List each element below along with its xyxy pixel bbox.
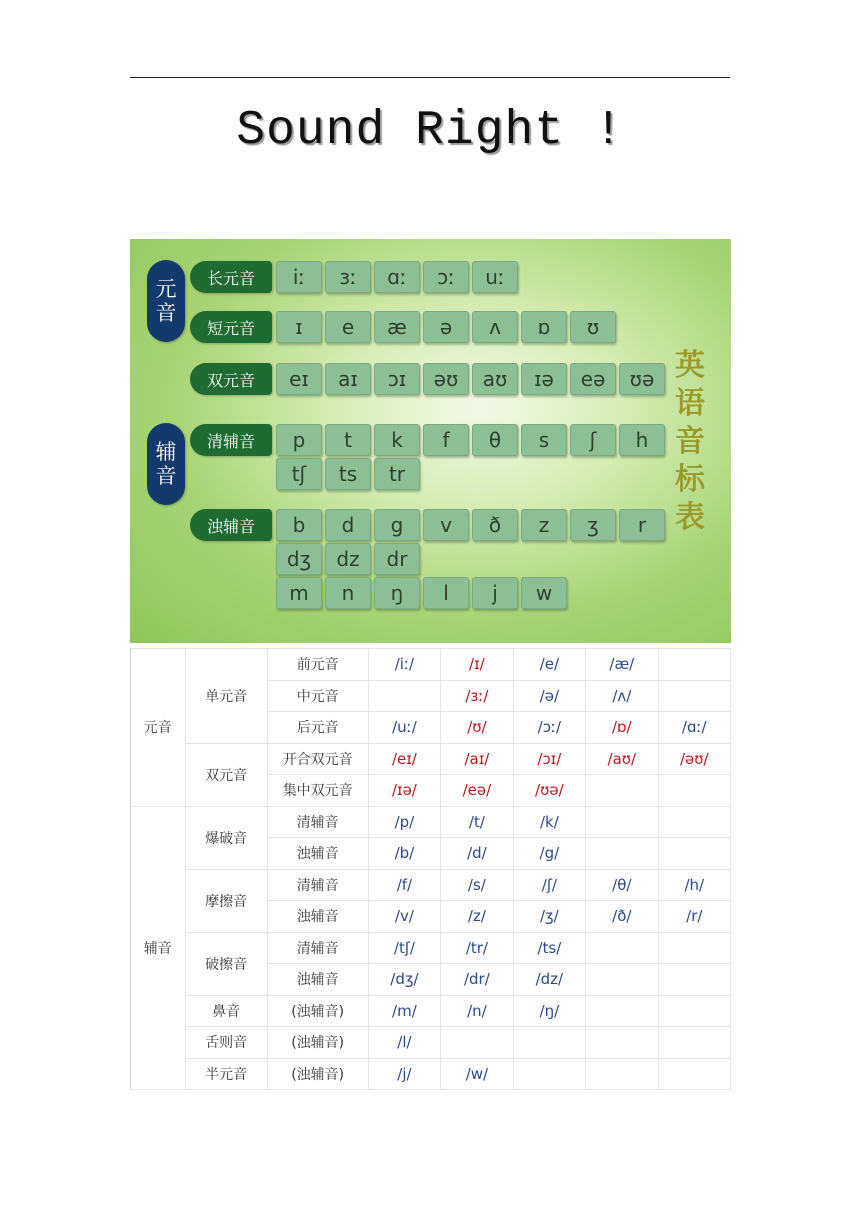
chart-row-label: 浊辅音 [190, 509, 272, 541]
phonetic-value-cell [441, 1027, 513, 1059]
subgroup-cell: 浊辅音 [267, 964, 368, 996]
phonetic-symbol-cell: v [423, 509, 469, 541]
phonetic-symbol-cell: l [423, 577, 469, 609]
phonetic-symbol-cell: ŋ [374, 577, 420, 609]
phonetic-symbol-cell: eɪ [276, 363, 322, 395]
side-title-char: 语 [675, 386, 705, 421]
phonetic-value-cell [368, 680, 440, 712]
subgroup-cell: 清辅音 [267, 932, 368, 964]
phonetic-symbol-cell: dz [325, 543, 371, 575]
phonetic-value-cell: /p/ [368, 806, 440, 838]
subgroup-cell: 浊辅音 [267, 901, 368, 933]
phonetic-symbol-cell: aɪ [325, 363, 371, 395]
phonetic-symbol-cell: ʃ [570, 424, 616, 456]
phonetic-value-cell: /tr/ [441, 932, 513, 964]
phonetic-symbol-cell: uː [472, 261, 518, 293]
phonetic-value-cell: /v/ [368, 901, 440, 933]
phonetic-value-cell: /n/ [441, 995, 513, 1027]
phonetic-value-cell: /uː/ [368, 712, 440, 744]
side-title-char: 标 [675, 462, 705, 497]
vowel-group-badge [147, 260, 185, 342]
chart-row-label: 双元音 [190, 363, 272, 395]
phonetic-value-cell: /aʊ/ [586, 743, 658, 775]
phonetic-symbol-cell: p [276, 424, 322, 456]
subgroup-cell: 清辅音 [267, 869, 368, 901]
subgroup-cell: (浊辅音) [267, 1027, 368, 1059]
phonetic-value-cell: /dz/ [513, 964, 585, 996]
phonetic-symbol-cell: tʃ [276, 458, 322, 490]
phonetic-value-cell: /ɜː/ [441, 680, 513, 712]
phonetic-value-cell [586, 964, 658, 996]
phonetic-symbol-cell: g [374, 509, 420, 541]
phonetic-value-cell [658, 806, 730, 838]
phonetic-symbol-cell: ð [472, 509, 518, 541]
table-row [131, 995, 731, 1027]
phonetic-value-cell [658, 1058, 730, 1090]
phonetic-value-cell [658, 775, 730, 807]
table-row [131, 1027, 731, 1059]
phonetic-symbol-cell: tr [374, 458, 420, 490]
phonetic-value-cell: /g/ [513, 838, 585, 870]
phonetic-symbol-cell: t [325, 424, 371, 456]
chart-row-label: 清辅音 [190, 424, 272, 456]
category-cell: 元音 [131, 649, 186, 807]
side-title-char: 英 [675, 348, 705, 383]
phonetic-value-cell: /d/ [441, 838, 513, 870]
subgroup-cell: 清辅音 [267, 806, 368, 838]
phonetic-symbol-cell: s [521, 424, 567, 456]
phonetic-value-cell: /w/ [441, 1058, 513, 1090]
ipa-classification-table [130, 648, 731, 1090]
phonetic-symbol-cell: w [521, 577, 567, 609]
phonetic-symbol-cell: ʊ [570, 311, 616, 343]
phonetic-value-cell: /ɒ/ [586, 712, 658, 744]
phonetic-value-cell: /ɪə/ [368, 775, 440, 807]
phonetic-value-cell: /j/ [368, 1058, 440, 1090]
group-cell: 鼻音 [185, 995, 267, 1027]
phonetic-symbol-cell: m [276, 577, 322, 609]
phonetic-symbol-cell: h [619, 424, 665, 456]
side-title-char: 表 [675, 500, 705, 535]
phonetic-value-cell [658, 1027, 730, 1059]
table-row [131, 806, 731, 838]
consonant-group-char: 音 [155, 464, 177, 488]
phonetic-symbol-cell: ɪ [276, 311, 322, 343]
subgroup-cell: 后元音 [267, 712, 368, 744]
phonetic-value-cell: /eɪ/ [368, 743, 440, 775]
phonetic-value-cell [658, 964, 730, 996]
phonetic-symbol-cell: ʌ [472, 311, 518, 343]
group-cell: 舌则音 [185, 1027, 267, 1059]
phonetic-value-cell: /ts/ [513, 932, 585, 964]
phonetic-value-cell: /ɔː/ [513, 712, 585, 744]
phonetic-symbol-cell: ɜː [325, 261, 371, 293]
phonetic-symbol-cell: f [423, 424, 469, 456]
chart-row-label: 短元音 [190, 311, 272, 343]
consonant-group-char: 辅 [155, 439, 177, 464]
phonetic-symbol-cell: iː [276, 261, 322, 293]
phonetic-value-cell [658, 995, 730, 1027]
table-row [131, 743, 731, 775]
top-rule [130, 77, 730, 78]
phonetic-value-cell [586, 838, 658, 870]
phonetic-value-cell [586, 775, 658, 807]
phonetic-value-cell [658, 680, 730, 712]
phonetic-symbol-cell: ɪə [521, 363, 567, 395]
phonetic-symbol-cell: r [619, 509, 665, 541]
phonetic-value-cell: /ə/ [513, 680, 585, 712]
group-cell: 爆破音 [185, 806, 267, 869]
subgroup-cell: 浊辅音 [267, 838, 368, 870]
phonetic-value-cell [658, 838, 730, 870]
phonetic-symbol-cell: dʒ [276, 543, 322, 575]
table-row [131, 649, 731, 681]
group-cell: 摩擦音 [185, 869, 267, 932]
phonetic-value-cell: /ɔɪ/ [513, 743, 585, 775]
phonetic-symbol-cell: ɔɪ [374, 363, 420, 395]
phonetic-symbol-cell: n [325, 577, 371, 609]
phonetic-value-cell: /ʊə/ [513, 775, 585, 807]
phonetic-symbol-cell: θ [472, 424, 518, 456]
phonetic-value-cell: /ʃ/ [513, 869, 585, 901]
phonetic-value-cell [586, 1058, 658, 1090]
phonetic-value-cell: /m/ [368, 995, 440, 1027]
phonetic-value-cell: /əʊ/ [658, 743, 730, 775]
phonetic-symbol-cell: ts [325, 458, 371, 490]
phonetic-value-cell: /ð/ [586, 901, 658, 933]
phonetic-symbol-cell: ɑː [374, 261, 420, 293]
phonetic-value-cell [586, 932, 658, 964]
phonetic-value-cell: /ʊ/ [441, 712, 513, 744]
group-cell: 双元音 [185, 743, 267, 806]
phonetic-value-cell [513, 1027, 585, 1059]
phonetic-value-cell: /e/ [513, 649, 585, 681]
phonetic-value-cell: /ʒ/ [513, 901, 585, 933]
phonetic-symbol-cell: aʊ [472, 363, 518, 395]
chart-row-label: 长元音 [190, 261, 272, 293]
vowel-group-char: 元 [155, 276, 177, 301]
phonetic-value-cell: /ŋ/ [513, 995, 585, 1027]
phonetic-symbol-cell: eə [570, 363, 616, 395]
side-title-char: 音 [675, 424, 705, 459]
phonetic-symbol-cell: ʊə [619, 363, 665, 395]
consonant-group-badge [147, 423, 185, 505]
phonetic-value-cell: /eə/ [441, 775, 513, 807]
phonetic-value-cell: /dr/ [441, 964, 513, 996]
table-row [131, 1058, 731, 1090]
ipa-chart-panel [130, 239, 731, 643]
vowel-group-char: 音 [155, 301, 177, 325]
phonetic-value-cell [586, 995, 658, 1027]
phonetic-value-cell [658, 932, 730, 964]
phonetic-symbol-cell: ɔː [423, 261, 469, 293]
phonetic-value-cell [586, 1027, 658, 1059]
phonetic-value-cell: /ɪ/ [441, 649, 513, 681]
phonetic-symbol-cell: æ [374, 311, 420, 343]
subgroup-cell: (浊辅音) [267, 995, 368, 1027]
phonetic-value-cell [513, 1058, 585, 1090]
phonetic-value-cell: /h/ [658, 869, 730, 901]
phonetic-value-cell: /z/ [441, 901, 513, 933]
subgroup-cell: 开合双元音 [267, 743, 368, 775]
table-row [131, 932, 731, 964]
group-cell: 破擦音 [185, 932, 267, 995]
phonetic-symbol-cell: z [521, 509, 567, 541]
subgroup-cell: 集中双元音 [267, 775, 368, 807]
phonetic-value-cell [658, 649, 730, 681]
phonetic-value-cell: /k/ [513, 806, 585, 838]
table-row [131, 869, 731, 901]
phonetic-value-cell: /aɪ/ [441, 743, 513, 775]
phonetic-value-cell: /dʒ/ [368, 964, 440, 996]
subgroup-cell: (浊辅音) [267, 1058, 368, 1090]
phonetic-value-cell: /ɑː/ [658, 712, 730, 744]
page-title: Sound Right ! [236, 104, 624, 158]
phonetic-value-cell: /l/ [368, 1027, 440, 1059]
phonetic-symbol-cell: e [325, 311, 371, 343]
phonetic-symbol-cell: ɒ [521, 311, 567, 343]
phonetic-value-cell: /ʌ/ [586, 680, 658, 712]
phonetic-value-cell: /t/ [441, 806, 513, 838]
phonetic-value-cell: /æ/ [586, 649, 658, 681]
phonetic-symbol-cell: ʒ [570, 509, 616, 541]
phonetic-symbol-cell: ə [423, 311, 469, 343]
phonetic-symbol-cell: d [325, 509, 371, 541]
phonetic-value-cell [586, 806, 658, 838]
phonetic-symbol-cell: b [276, 509, 322, 541]
category-cell: 辅音 [131, 806, 186, 1090]
phonetic-symbol-cell: dr [374, 543, 420, 575]
chart-side-title [672, 347, 708, 537]
phonetic-value-cell: /f/ [368, 869, 440, 901]
phonetic-symbol-cell: k [374, 424, 420, 456]
subgroup-cell: 前元音 [267, 649, 368, 681]
group-cell: 单元音 [185, 649, 267, 744]
group-cell: 半元音 [185, 1058, 267, 1090]
phonetic-value-cell: /θ/ [586, 869, 658, 901]
phonetic-value-cell: /r/ [658, 901, 730, 933]
phonetic-value-cell: /s/ [441, 869, 513, 901]
phonetic-symbol-cell: əʊ [423, 363, 469, 395]
phonetic-value-cell: /b/ [368, 838, 440, 870]
phonetic-value-cell: /tʃ/ [368, 932, 440, 964]
phonetic-symbol-cell: j [472, 577, 518, 609]
phonetic-value-cell: /iː/ [368, 649, 440, 681]
subgroup-cell: 中元音 [267, 680, 368, 712]
